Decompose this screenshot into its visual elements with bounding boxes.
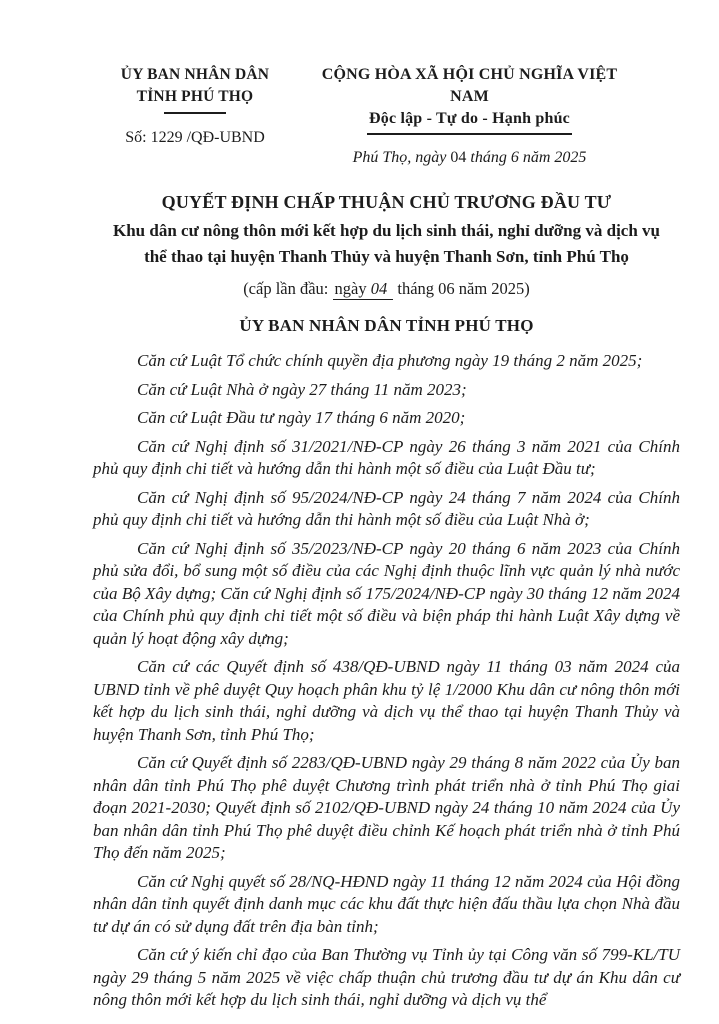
org-name-line2: TỈNH PHÚ THỌ (136, 88, 254, 105)
issue-note-filled-date (333, 279, 394, 300)
issue-note-day: 04 (370, 279, 388, 298)
recital-paragraph: Căn cứ Nghị định số 35/2023/NĐ-CP ngày 20 tháng 6 năm 2023 của Chính phủ sửa đổi, bổ sung một số điều của các Nghị định thuộc lĩnh vực quản lý nhà nước của Bộ Xây dựng; Căn cứ Nghị định số 175/2024/NĐ-CP ngày 30 tháng 12 năm 2024 của Chính phủ quy định chi tiết một số điều và biện pháp thi hành Luật Xây dựng về quản lý hoạt động xây dựng; (93, 538, 680, 648)
title-block (93, 191, 680, 336)
date-day: 04 (450, 149, 467, 166)
country-name: CỘNG HÒA XÃ HỘI CHỦ NGHĨA VIỆT NAM (321, 66, 618, 105)
issue-date-note (93, 279, 680, 299)
issue-note-prefix: (cấp lần đầu: (243, 279, 329, 298)
recital-paragraph: Căn cứ Luật Tổ chức chính quyền địa phương ngày 19 tháng 2 năm 2025; (137, 351, 643, 370)
national-heading-block (304, 64, 719, 167)
recitals-section (93, 350, 680, 1012)
national-motto: Độc lập - Tự do - Hạnh phúc (369, 110, 570, 127)
decision-subtitle (93, 218, 680, 270)
date-prefix: Phú Thọ, ngày (352, 149, 447, 166)
recital-paragraph: Căn cứ Luật Nhà ở ngày 27 tháng 11 năm 2023; (137, 379, 467, 399)
place-date-line (304, 149, 635, 167)
recital-paragraph: Căn cứ Nghị quyết số 28/NQ-HĐND ngày 11 tháng 12 năm 2024 của Hội đồng nhân dân tỉnh quyết định danh mục các khu đất thực hiện đấu thầu lựa chọn Nhà đầu tư dự án có sử dụng đất trên địa bàn tỉnh; (93, 871, 680, 936)
recital-paragraph: Căn cứ Nghị định số 31/2021/NĐ-CP ngày 26 tháng 3 năm 2021 của Chính phủ quy định chi tiết và hướng dẫn thi hành một số điều của Luật Đầu tư; (93, 436, 680, 478)
recital-paragraph: Căn cứ các Quyết định số 438/QĐ-UBND ngày 11 tháng 03 năm 2024 của UBND tỉnh về phê duyệt Quy hoạch phân khu tỷ lệ 1/2000 Khu dân cư nông thôn mới kết hợp du lịch sinh thái, nghỉ dưỡng và dịch vụ thể thao tại huyện Thanh Thủy và huyện Thanh Sơn, tỉnh Phú Thọ; (93, 657, 680, 744)
issue-note-suffix: tháng 06 năm 2025) (397, 279, 530, 298)
issuing-org-block (86, 64, 304, 167)
org-name-line1: ỦY BAN NHÂN DÂN (120, 66, 270, 83)
recital-paragraph: Căn cứ Luật Đầu tư ngày 17 tháng 6 năm 2020; (137, 408, 466, 427)
recital-paragraph: Căn cứ ý kiến chỉ đạo của Ban Thường vụ Tỉnh ủy tại Công văn số 799-KL/TU ngày 29 tháng 5 năm 2025 về việc chấp thuận chủ trương đầu tư dự án Khu dân cư nông thôn mới kết hợp du lịch sinh thái, nghỉ dưỡng và dịch vụ thể (93, 945, 680, 1009)
decision-title: QUYẾT ĐỊNH CHẤP THUẬN CHỦ TRƯƠNG ĐẦU TƯ (161, 192, 612, 212)
document-number: Số: 1229 /QĐ-UBND (125, 129, 265, 146)
recital-paragraph: Căn cứ Nghị định số 95/2024/NĐ-CP ngày 24 tháng 7 năm 2024 của Chính phủ quy định chi tiết và hướng dẫn thi hành một số điều của Luật Nhà ở; (93, 487, 680, 529)
issue-note-ngay-label: ngày (334, 279, 367, 298)
date-suffix: tháng 6 năm 2025 (470, 149, 587, 166)
motto-divider-line (367, 133, 572, 135)
org-divider-line (164, 112, 226, 114)
document-header (0, 0, 719, 167)
recital-paragraph: Căn cứ Quyết định số 2283/QĐ-UBND ngày 29 tháng 8 năm 2022 của Ủy ban nhân dân tỉnh Phú Thọ phê duyệt Chương trình phát triển nhà ở tỉnh Phú Thọ giai đoạn 2021-2030; Quyết định số 2102/QĐ-UBND ngày 24 tháng 10 năm 2024 của Ủy ban nhân dân tỉnh Phú Thọ phê duyệt điều chỉnh Kế hoạch phát triển nhà ở tỉnh Phú Thọ đến năm 2025; (93, 753, 680, 862)
decision-subtitle-line1: Khu dân cư nông thôn mới kết hợp du lịch sinh thái, nghỉ dưỡng và dịch vụ (112, 221, 661, 240)
issuing-authority-heading: ỦY BAN NHÂN DÂN TỈNH PHÚ THỌ (239, 316, 534, 335)
decision-subtitle-line2: thể thao tại huyện Thanh Thủy và huyện Thanh Sơn, tỉnh Phú Thọ (144, 247, 629, 266)
